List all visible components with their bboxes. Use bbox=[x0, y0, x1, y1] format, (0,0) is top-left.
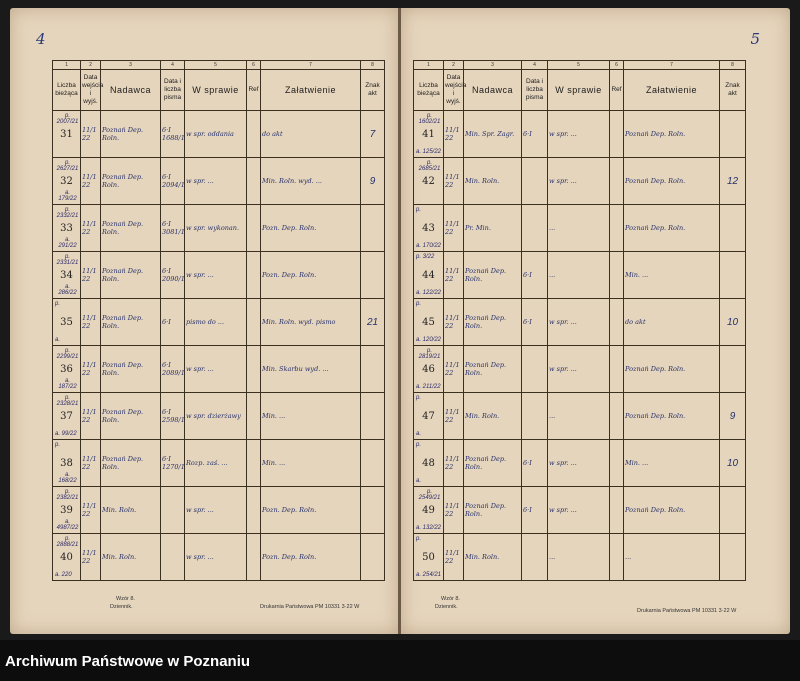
table-row bbox=[53, 252, 385, 299]
column-number-row bbox=[414, 61, 746, 70]
entry-ref bbox=[610, 205, 624, 252]
entry-later-ref: a. 4987/22 bbox=[56, 519, 79, 531]
entry-result: do akt bbox=[261, 111, 361, 158]
entry-matter: w spr. ... bbox=[185, 487, 247, 534]
entry-sender: Poznań Dep. Roln. bbox=[101, 440, 161, 487]
entry-letter: 6·I 3081/1 bbox=[161, 205, 185, 252]
table-row bbox=[53, 534, 385, 581]
entry-letter: 6·I bbox=[522, 252, 548, 299]
entry-result: Min. Roln. wyd. ... bbox=[261, 158, 361, 205]
entry-number-cell bbox=[53, 346, 81, 393]
entry-number-cell bbox=[53, 158, 81, 205]
table-row bbox=[53, 205, 385, 252]
entry-date: 11/1 22 bbox=[81, 299, 101, 346]
entry-number-cell bbox=[53, 393, 81, 440]
table-row bbox=[414, 393, 746, 440]
entry-result: Pozn. Dep. Roln. bbox=[261, 252, 361, 299]
right-form-label: Dziennik. bbox=[435, 604, 458, 610]
entry-sign bbox=[720, 346, 746, 393]
right-page bbox=[401, 8, 790, 634]
entry-matter: w spr. ... bbox=[548, 158, 610, 205]
entry-number-cell bbox=[414, 252, 444, 299]
entry-letter: 6·I 2089/1 bbox=[161, 346, 185, 393]
entry-sign bbox=[720, 534, 746, 581]
column-number: 3 bbox=[101, 61, 161, 70]
entry-prior-ref: p. 2382/21 bbox=[56, 489, 79, 501]
entry-ref bbox=[247, 158, 261, 205]
entry-matter: ... bbox=[548, 534, 610, 581]
entry-sign: 21 bbox=[361, 299, 385, 346]
column-number-row bbox=[53, 61, 385, 70]
entry-later-ref: a. 220 bbox=[55, 572, 72, 578]
entry-number-cell bbox=[53, 252, 81, 299]
entry-later-ref: a. 187/22 bbox=[58, 378, 77, 390]
column-header-row bbox=[414, 70, 746, 111]
entry-result: do akt bbox=[624, 299, 720, 346]
entry-ref bbox=[247, 487, 261, 534]
entry-letter: 6·I 2090/1 bbox=[161, 252, 185, 299]
entry-result: Poznań Dep. Roln. bbox=[624, 393, 720, 440]
entry-sender: Min. Roln. bbox=[464, 393, 522, 440]
entry-sender: Poznań Dep. Roln. bbox=[101, 393, 161, 440]
entry-matter: w spr. ... bbox=[185, 252, 247, 299]
entry-sender: Min. Roln. bbox=[464, 534, 522, 581]
entry-number-cell bbox=[53, 299, 81, 346]
right-ledger-table bbox=[413, 60, 746, 581]
entry-sign: 10 bbox=[720, 299, 746, 346]
entry-date: 11/1 22 bbox=[444, 205, 464, 252]
entry-sign: 9 bbox=[720, 393, 746, 440]
column-header: Data i liczba pisma bbox=[161, 70, 185, 111]
entry-sender: Poznań Dep. Roln. bbox=[101, 346, 161, 393]
entry-number-cell bbox=[414, 158, 444, 205]
entry-result: Poznań Dep. Roln. bbox=[624, 487, 720, 534]
entry-later-ref: a. 286/22 bbox=[58, 284, 77, 296]
entry-result: Poznań Dep. Roln. bbox=[624, 111, 720, 158]
table-row bbox=[414, 205, 746, 252]
entry-ref bbox=[610, 534, 624, 581]
entry-letter bbox=[522, 534, 548, 581]
left-form-mark: Wzór 8. bbox=[116, 596, 135, 602]
entry-sender: Min. Spr. Zagr. bbox=[464, 111, 522, 158]
entry-later-ref: a. 211/22 bbox=[416, 384, 441, 390]
entry-sign bbox=[361, 252, 385, 299]
column-number: 5 bbox=[548, 61, 610, 70]
entry-letter: 6·I 1688/1 bbox=[161, 111, 185, 158]
column-number: 3 bbox=[464, 61, 522, 70]
entry-prior-ref: p. bbox=[416, 395, 422, 401]
column-header: Ref bbox=[247, 70, 261, 111]
entry-ref bbox=[247, 111, 261, 158]
entry-ref bbox=[247, 205, 261, 252]
column-header: Nadawca bbox=[464, 70, 522, 111]
entry-date: 11/1 22 bbox=[81, 534, 101, 581]
column-number: 6 bbox=[610, 61, 624, 70]
column-header: Znak akt bbox=[361, 70, 385, 111]
column-number: 5 bbox=[185, 61, 247, 70]
entry-letter bbox=[522, 393, 548, 440]
entry-date: 11/1 22 bbox=[444, 111, 464, 158]
entry-number: 47 bbox=[422, 410, 435, 422]
entry-sender: Poznań Dep. Roln. bbox=[101, 299, 161, 346]
entry-result: Min. ... bbox=[624, 252, 720, 299]
entry-result: Min. ... bbox=[624, 440, 720, 487]
entry-number: 34 bbox=[60, 269, 73, 281]
column-number: 2 bbox=[81, 61, 101, 70]
entry-date: 11/1 22 bbox=[444, 440, 464, 487]
entry-later-ref: a. bbox=[416, 431, 422, 437]
entry-number: 43 bbox=[422, 222, 435, 234]
entry-later-ref: a. bbox=[416, 478, 422, 484]
entry-letter: 6·I bbox=[522, 299, 548, 346]
entry-later-ref: a. bbox=[55, 337, 61, 343]
entry-date: 11/1 22 bbox=[81, 252, 101, 299]
table-row bbox=[53, 393, 385, 440]
column-header: Ref bbox=[610, 70, 624, 111]
column-header: Data i liczba pisma bbox=[522, 70, 548, 111]
column-number: 6 bbox=[247, 61, 261, 70]
entry-sign bbox=[361, 393, 385, 440]
entry-ref bbox=[610, 440, 624, 487]
column-number: 4 bbox=[522, 61, 548, 70]
entry-number-cell bbox=[53, 487, 81, 534]
entry-ref bbox=[610, 299, 624, 346]
entry-later-ref: a. 120/22 bbox=[416, 337, 442, 343]
entry-result: Min. ... bbox=[261, 440, 361, 487]
entry-number: 32 bbox=[60, 175, 73, 187]
entry-ref bbox=[610, 346, 624, 393]
entry-prior-ref: p. bbox=[55, 442, 61, 448]
entry-ref bbox=[610, 393, 624, 440]
entry-matter: ... bbox=[548, 205, 610, 252]
entry-prior-ref: p. 2627/21 bbox=[56, 160, 79, 172]
entry-result: Min. Roln. wyd. pismo bbox=[261, 299, 361, 346]
entry-number-cell bbox=[414, 346, 444, 393]
entry-sign bbox=[361, 487, 385, 534]
entry-number: 42 bbox=[422, 175, 435, 187]
entry-letter: 6·I bbox=[522, 111, 548, 158]
entry-matter: w spr. ... bbox=[185, 534, 247, 581]
column-number: 7 bbox=[624, 61, 720, 70]
entry-prior-ref: p. 2328/21 bbox=[56, 395, 79, 407]
entry-result: Poznań Dep. Roln. bbox=[624, 205, 720, 252]
entry-number: 46 bbox=[422, 363, 435, 375]
entry-later-ref: a. 179/22 bbox=[58, 190, 77, 202]
entry-sign bbox=[720, 111, 746, 158]
entry-letter bbox=[161, 534, 185, 581]
left-page-number: 4 bbox=[36, 30, 46, 48]
right-ledger-body bbox=[414, 61, 746, 581]
entry-number-cell bbox=[414, 205, 444, 252]
entry-sign bbox=[361, 346, 385, 393]
entry-prior-ref: p. 2888/21 bbox=[56, 536, 79, 548]
entry-sender: Min. Roln. bbox=[101, 534, 161, 581]
entry-date: 11/1 22 bbox=[444, 487, 464, 534]
entry-number-cell bbox=[414, 393, 444, 440]
entry-result: Pozn. Dep. Roln. bbox=[261, 205, 361, 252]
column-number: 1 bbox=[53, 61, 81, 70]
column-header: Załatwienie bbox=[261, 70, 361, 111]
table-row bbox=[414, 534, 746, 581]
entry-letter bbox=[522, 158, 548, 205]
entry-result: Pozn. Dep. Roln. bbox=[261, 534, 361, 581]
entry-prior-ref: p. 2007/21 bbox=[56, 113, 79, 125]
entry-date: 11/1 22 bbox=[81, 440, 101, 487]
entry-letter: 6·I 2598/1 bbox=[161, 393, 185, 440]
column-number: 8 bbox=[361, 61, 385, 70]
entry-sender: Min. Roln. bbox=[464, 158, 522, 205]
entry-sender: Poznań Dep. Roln. bbox=[464, 252, 522, 299]
entry-date: 11/1 22 bbox=[444, 252, 464, 299]
entry-date: 11/1 22 bbox=[81, 205, 101, 252]
entry-prior-ref: p. 2332/21 bbox=[56, 207, 79, 219]
entry-ref bbox=[247, 346, 261, 393]
table-row bbox=[414, 111, 746, 158]
entry-ref bbox=[247, 393, 261, 440]
entry-later-ref: a. 132/22 bbox=[416, 525, 442, 531]
entry-sign bbox=[720, 205, 746, 252]
table-row bbox=[53, 440, 385, 487]
entry-sign: 12 bbox=[720, 158, 746, 205]
left-ledger-body bbox=[53, 61, 385, 581]
entry-letter: 6·I bbox=[522, 440, 548, 487]
entry-later-ref: a. 254/21 bbox=[416, 572, 442, 578]
entry-matter: w spr. ... bbox=[548, 111, 610, 158]
entry-later-ref: a. 99/22 bbox=[55, 431, 77, 437]
column-number: 8 bbox=[720, 61, 746, 70]
entry-number: 31 bbox=[60, 128, 73, 140]
entry-letter: 6·I bbox=[161, 299, 185, 346]
entry-letter: 6·I 1270/1 bbox=[161, 440, 185, 487]
left-ledger-table bbox=[52, 60, 385, 581]
entry-date: 11/1 22 bbox=[81, 393, 101, 440]
entry-number-cell bbox=[414, 299, 444, 346]
table-row bbox=[414, 158, 746, 205]
entry-prior-ref: p. 2299/21 bbox=[56, 348, 79, 360]
entry-sender: Poznań Dep. Roln. bbox=[464, 487, 522, 534]
entry-prior-ref: p. 2331/21 bbox=[56, 254, 79, 266]
entry-date: 11/1 22 bbox=[444, 534, 464, 581]
entry-later-ref: a. 168/22 bbox=[58, 472, 77, 484]
column-number: 7 bbox=[261, 61, 361, 70]
entry-ref bbox=[247, 440, 261, 487]
entry-later-ref: a. 125/22 bbox=[416, 149, 442, 155]
entry-date: 11/1 22 bbox=[81, 111, 101, 158]
entry-matter: w spr. ... bbox=[548, 440, 610, 487]
entry-prior-ref: p. bbox=[55, 301, 61, 307]
column-number: 4 bbox=[161, 61, 185, 70]
entry-sender: Poznań Dep. Roln. bbox=[464, 440, 522, 487]
entry-number: 45 bbox=[422, 316, 435, 328]
entry-matter: pismo do ... bbox=[185, 299, 247, 346]
entry-matter: ... bbox=[548, 252, 610, 299]
table-row bbox=[414, 299, 746, 346]
entry-letter bbox=[522, 205, 548, 252]
entry-result: Min. Skarbu wyd. ... bbox=[261, 346, 361, 393]
entry-ref bbox=[610, 158, 624, 205]
entry-ref bbox=[610, 487, 624, 534]
entry-matter: Rozp. zaś. ... bbox=[185, 440, 247, 487]
entry-number: 49 bbox=[422, 504, 435, 516]
column-header: Data wejścia i wyjś. bbox=[81, 70, 101, 111]
column-header: Nadawca bbox=[101, 70, 161, 111]
entry-sender: Poznań Dep. Roln. bbox=[101, 205, 161, 252]
entry-number-cell bbox=[414, 440, 444, 487]
entry-sign bbox=[720, 487, 746, 534]
entry-sign: 7 bbox=[361, 111, 385, 158]
entry-number: 40 bbox=[60, 551, 73, 563]
entry-number: 38 bbox=[60, 457, 73, 469]
table-row bbox=[53, 487, 385, 534]
entry-sign: 9 bbox=[361, 158, 385, 205]
entry-date: 11/1 22 bbox=[444, 393, 464, 440]
entry-result: Min. ... bbox=[261, 393, 361, 440]
entry-matter: w spr. ... bbox=[185, 158, 247, 205]
left-printer-note: Drukarnia Państwowa PM 10331 3·22 W bbox=[260, 604, 360, 610]
entry-date: 11/1 22 bbox=[81, 158, 101, 205]
entry-matter: w spr. ... bbox=[185, 346, 247, 393]
entry-ref bbox=[247, 252, 261, 299]
column-header: Znak akt bbox=[720, 70, 746, 111]
left-form-label: Dziennik. bbox=[110, 604, 133, 610]
right-page-number: 5 bbox=[750, 30, 760, 48]
entry-ref bbox=[247, 299, 261, 346]
table-row bbox=[414, 487, 746, 534]
entry-number: 50 bbox=[422, 551, 435, 563]
column-header: Liczba bieżąca bbox=[53, 70, 81, 111]
entry-later-ref: a. 170/22 bbox=[416, 243, 442, 249]
table-row bbox=[53, 158, 385, 205]
entry-letter bbox=[161, 487, 185, 534]
entry-date: 11/1 22 bbox=[81, 346, 101, 393]
entry-matter: w spr. ... bbox=[548, 487, 610, 534]
entry-sender: Min. Roln. bbox=[101, 487, 161, 534]
entry-date: 11/1 22 bbox=[81, 487, 101, 534]
entry-number-cell bbox=[53, 440, 81, 487]
entry-matter: ... bbox=[548, 393, 610, 440]
archive-caption: Archiwum Państwowe w Poznaniu bbox=[5, 653, 251, 670]
entry-sender: Pr. Min. bbox=[464, 205, 522, 252]
entry-prior-ref: p. 2549/21 bbox=[418, 489, 441, 501]
entry-sign bbox=[361, 440, 385, 487]
table-row bbox=[53, 346, 385, 393]
entry-number-cell bbox=[414, 487, 444, 534]
entry-number: 37 bbox=[60, 410, 73, 422]
entry-sender: Poznań Dep. Roln. bbox=[101, 111, 161, 158]
entry-prior-ref: p. 3/22 bbox=[416, 254, 435, 260]
entry-prior-ref: p. 1602/21 bbox=[418, 113, 441, 125]
entry-prior-ref: p. bbox=[416, 442, 422, 448]
entry-matter: w spr. dzierżawy bbox=[185, 393, 247, 440]
entry-number-cell bbox=[53, 205, 81, 252]
right-printer-note: Drukarnia Państwowa PM 10331 3·22 W bbox=[637, 608, 737, 614]
column-header-row bbox=[53, 70, 385, 111]
table-row bbox=[414, 440, 746, 487]
table-row bbox=[53, 299, 385, 346]
entry-result: ... bbox=[624, 534, 720, 581]
entry-letter: 6·I 2094/1 bbox=[161, 158, 185, 205]
entry-sign: 10 bbox=[720, 440, 746, 487]
column-header: Załatwienie bbox=[624, 70, 720, 111]
entry-sender: Poznań Dep. Roln. bbox=[101, 158, 161, 205]
entry-result: Poznań Dep. Roln. bbox=[624, 158, 720, 205]
entry-date: 11/1 22 bbox=[444, 346, 464, 393]
entry-number-cell bbox=[53, 111, 81, 158]
entry-number: 33 bbox=[60, 222, 73, 234]
entry-prior-ref: p. bbox=[416, 301, 422, 307]
left-page bbox=[10, 8, 398, 634]
entry-number-cell bbox=[414, 534, 444, 581]
entry-number: 48 bbox=[422, 457, 435, 469]
entry-letter bbox=[522, 346, 548, 393]
entry-ref bbox=[610, 252, 624, 299]
archive-caption-bar bbox=[0, 640, 800, 681]
column-number: 2 bbox=[444, 61, 464, 70]
entry-sender: Poznań Dep. Roln. bbox=[101, 252, 161, 299]
entry-date: 11/1 22 bbox=[444, 299, 464, 346]
column-header: Liczba bieżąca bbox=[414, 70, 444, 111]
column-header: W sprawie bbox=[548, 70, 610, 111]
table-row bbox=[53, 111, 385, 158]
entry-number: 36 bbox=[60, 363, 73, 375]
entry-later-ref: a. 122/22 bbox=[416, 290, 442, 296]
entry-number: 41 bbox=[422, 128, 435, 140]
entry-number: 39 bbox=[60, 504, 73, 516]
table-row bbox=[414, 252, 746, 299]
entry-ref bbox=[247, 534, 261, 581]
entry-result: Poznań Dep. Roln. bbox=[624, 346, 720, 393]
entry-ref bbox=[610, 111, 624, 158]
entry-result: Pozn. Dep. Roln. bbox=[261, 487, 361, 534]
entry-sign bbox=[361, 534, 385, 581]
entry-sign bbox=[720, 252, 746, 299]
entry-matter: w spr. wykonan. bbox=[185, 205, 247, 252]
entry-sign bbox=[361, 205, 385, 252]
entry-date: 11/1 22 bbox=[444, 158, 464, 205]
entry-matter: w spr. ... bbox=[548, 299, 610, 346]
entry-matter: w spr. ... bbox=[548, 346, 610, 393]
column-header: W sprawie bbox=[185, 70, 247, 111]
column-number: 1 bbox=[414, 61, 444, 70]
entry-prior-ref: p. 2819/21 bbox=[418, 348, 441, 360]
entry-number: 44 bbox=[422, 269, 435, 281]
entry-letter: 6·I bbox=[522, 487, 548, 534]
entry-sender: Poznań Dep. Roln. bbox=[464, 346, 522, 393]
entry-number: 35 bbox=[60, 316, 73, 328]
entry-prior-ref: p. 2685/21 bbox=[418, 160, 441, 172]
entry-sender: Poznań Dep. Roln. bbox=[464, 299, 522, 346]
entry-prior-ref: p. bbox=[416, 536, 422, 542]
table-row bbox=[414, 346, 746, 393]
column-header: Data wejścia i wyjś. bbox=[444, 70, 464, 111]
entry-number-cell bbox=[53, 534, 81, 581]
entry-prior-ref: p. bbox=[416, 207, 422, 213]
entry-matter: w spr. oddania bbox=[185, 111, 247, 158]
right-form-mark: Wzór 8. bbox=[441, 596, 460, 602]
entry-later-ref: a. 291/22 bbox=[58, 237, 77, 249]
entry-number-cell bbox=[414, 111, 444, 158]
